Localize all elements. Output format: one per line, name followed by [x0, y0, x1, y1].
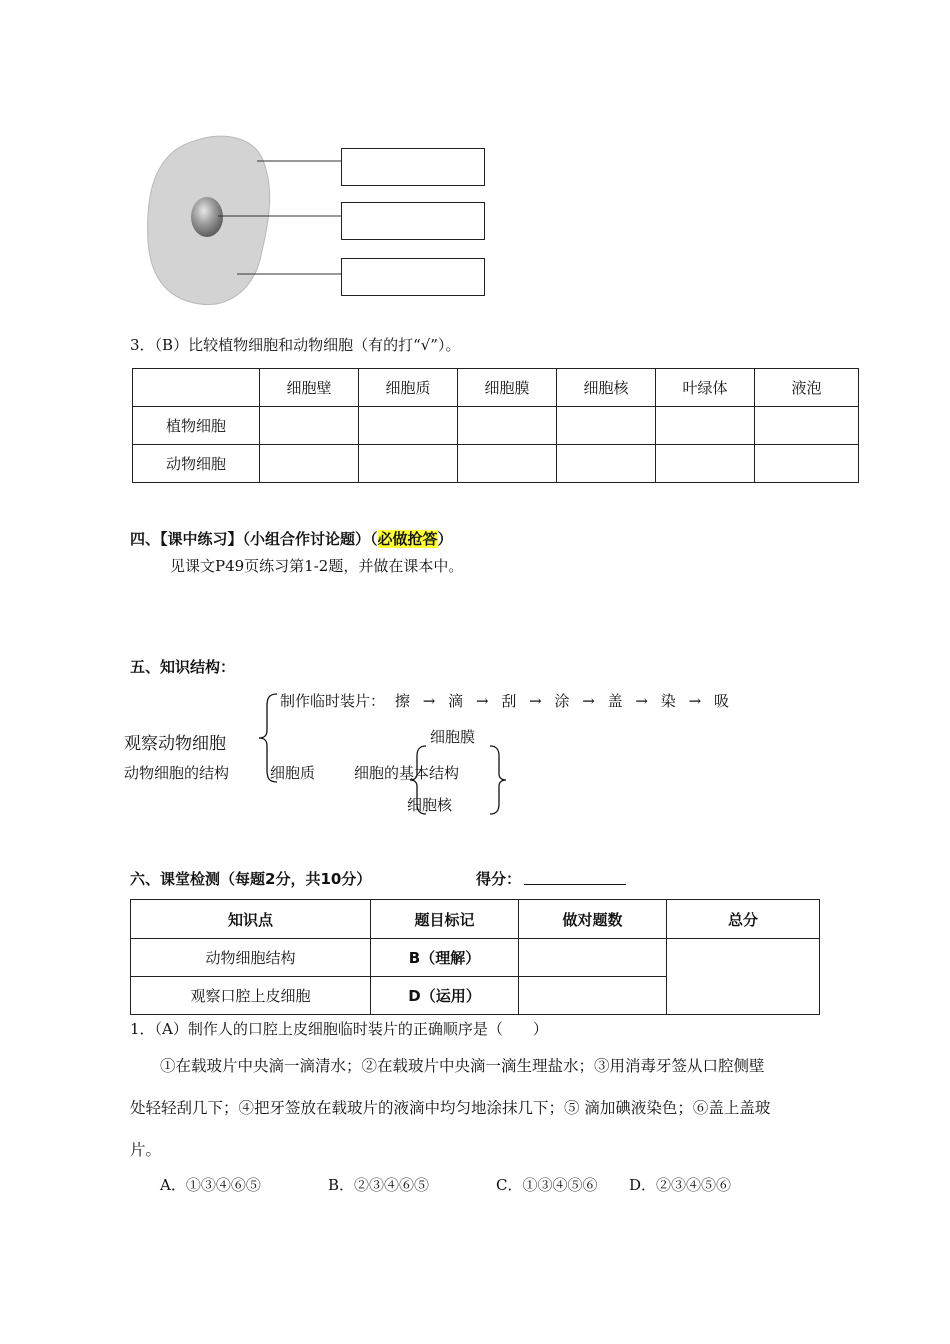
q3-answer-cell[interactable] [656, 445, 755, 483]
label-box-nucleus[interactable] [341, 202, 485, 240]
q3-header-chloroplast: 叶绿体 [656, 369, 755, 407]
q1-stem: 1．（A）制作人的口腔上皮细胞临时装片的正确顺序是（ ） [130, 1020, 548, 1038]
q3-header-blank [133, 369, 260, 407]
q3-answer-cell[interactable] [557, 445, 656, 483]
step-3: 刮 [501, 692, 517, 710]
q3-row-plant-label: 植物细胞 [133, 407, 260, 445]
check-header-correct: 做对题数 [519, 900, 667, 939]
inner-right-brace [488, 744, 508, 816]
step-7: 吸 [713, 692, 729, 710]
label-box-cytoplasm[interactable] [341, 258, 485, 296]
q3-answer-cell[interactable] [458, 445, 557, 483]
cell-nucleus-shape [191, 197, 223, 237]
section5-title: 五、知识结构： [130, 658, 236, 676]
arrow: → [688, 692, 702, 710]
cytoplasm-label: 细胞质 [270, 764, 316, 782]
q3-answer-cell[interactable] [359, 407, 458, 445]
check-row-mark: D（运用） [371, 977, 519, 1015]
q3-prompt: 3．（B）比较植物细胞和动物细胞（有的打“√”）。 [130, 336, 461, 354]
score-label: 得分： [476, 870, 522, 888]
q3-header-cytoplasm: 细胞质 [359, 369, 458, 407]
check-row-point: 观察口腔上皮细胞 [131, 977, 371, 1015]
q3-answer-cell[interactable] [656, 407, 755, 445]
check-header-total: 总分 [667, 900, 820, 939]
check-row-mark: B（理解） [371, 939, 519, 977]
step-6: 染 [660, 692, 676, 710]
check-header-mark: 题目标记 [371, 900, 519, 939]
inner-left-brace [408, 744, 428, 816]
q1-line3: 片。 [130, 1141, 162, 1159]
q3-compare-table [132, 368, 859, 483]
section6-title: 六、课堂检测（每题2分，共10分） [130, 870, 372, 888]
q3-answer-cell[interactable] [260, 407, 359, 445]
q3-header-membrane: 细胞膜 [458, 369, 557, 407]
check-row-point: 动物细胞结构 [131, 939, 371, 977]
sub-label: 动物细胞的结构 [124, 764, 230, 782]
check-header-point: 知识点 [131, 900, 371, 939]
step-2: 滴 [448, 692, 464, 710]
step-5: 盖 [607, 692, 623, 710]
check-table [130, 899, 820, 1015]
q3-header-cell-wall: 细胞壁 [260, 369, 359, 407]
q1-option-c[interactable]: C．①③④⑤⑥ [496, 1176, 598, 1194]
step-4: 涂 [554, 692, 570, 710]
check-total-cell[interactable] [667, 939, 820, 1015]
arrow: → [475, 692, 489, 710]
arrow: → [582, 692, 595, 710]
q3-header-vacuole: 液泡 [755, 369, 859, 407]
q3-answer-cell[interactable] [755, 407, 859, 445]
q3-answer-cell[interactable] [260, 445, 359, 483]
section4-title: 四、【课中练习】（小组合作讨论题）（必做抢答） [130, 530, 453, 548]
steps-sequence [395, 690, 729, 711]
main-label: 观察动物细胞 [124, 734, 226, 754]
steps-label: 制作临时装片： [280, 692, 386, 710]
basic-structure-label: 细胞的基本结构 [354, 764, 460, 782]
q3-answer-cell[interactable] [458, 407, 557, 445]
q1-option-d[interactable]: D．②③④⑤⑥ [629, 1176, 732, 1194]
membrane-label: 细胞膜 [430, 728, 476, 746]
score-blank[interactable] [524, 868, 626, 885]
label-box-membrane[interactable] [341, 148, 485, 186]
q1-line1: ①在载玻片中央滴一滴清水；②在载玻片中央滴一滴生理盐水；③用消毒牙签从口腔侧壁 [160, 1057, 765, 1075]
q3-header-nucleus: 细胞核 [557, 369, 656, 407]
arrow: → [529, 692, 542, 710]
check-row-correct[interactable] [519, 977, 667, 1015]
section4-text: 见课文P49页练习第1-2题，并做在课本中。 [170, 557, 464, 575]
q1-line2: 处轻轻刮几下；④把牙签放在载玻片的液滴中均匀地涂抹几下；⑤ 滴加碘液染色；⑥盖上盖玻 [130, 1099, 771, 1117]
q1-option-b[interactable]: B．②③④⑥⑤ [328, 1176, 430, 1194]
required-answer-highlight: 必做抢答 [377, 530, 438, 548]
q1-option-a[interactable]: A．①③④⑥⑤ [160, 1176, 261, 1194]
step-1: 擦 [395, 692, 411, 710]
nucleus-label: 细胞核 [407, 796, 453, 814]
q3-answer-cell[interactable] [557, 407, 656, 445]
arrow: → [635, 692, 648, 710]
q3-row-animal-label: 动物细胞 [133, 445, 260, 483]
arrow: → [422, 692, 436, 710]
q3-answer-cell[interactable] [359, 445, 458, 483]
q3-answer-cell[interactable] [755, 445, 859, 483]
check-row-correct[interactable] [519, 939, 667, 977]
